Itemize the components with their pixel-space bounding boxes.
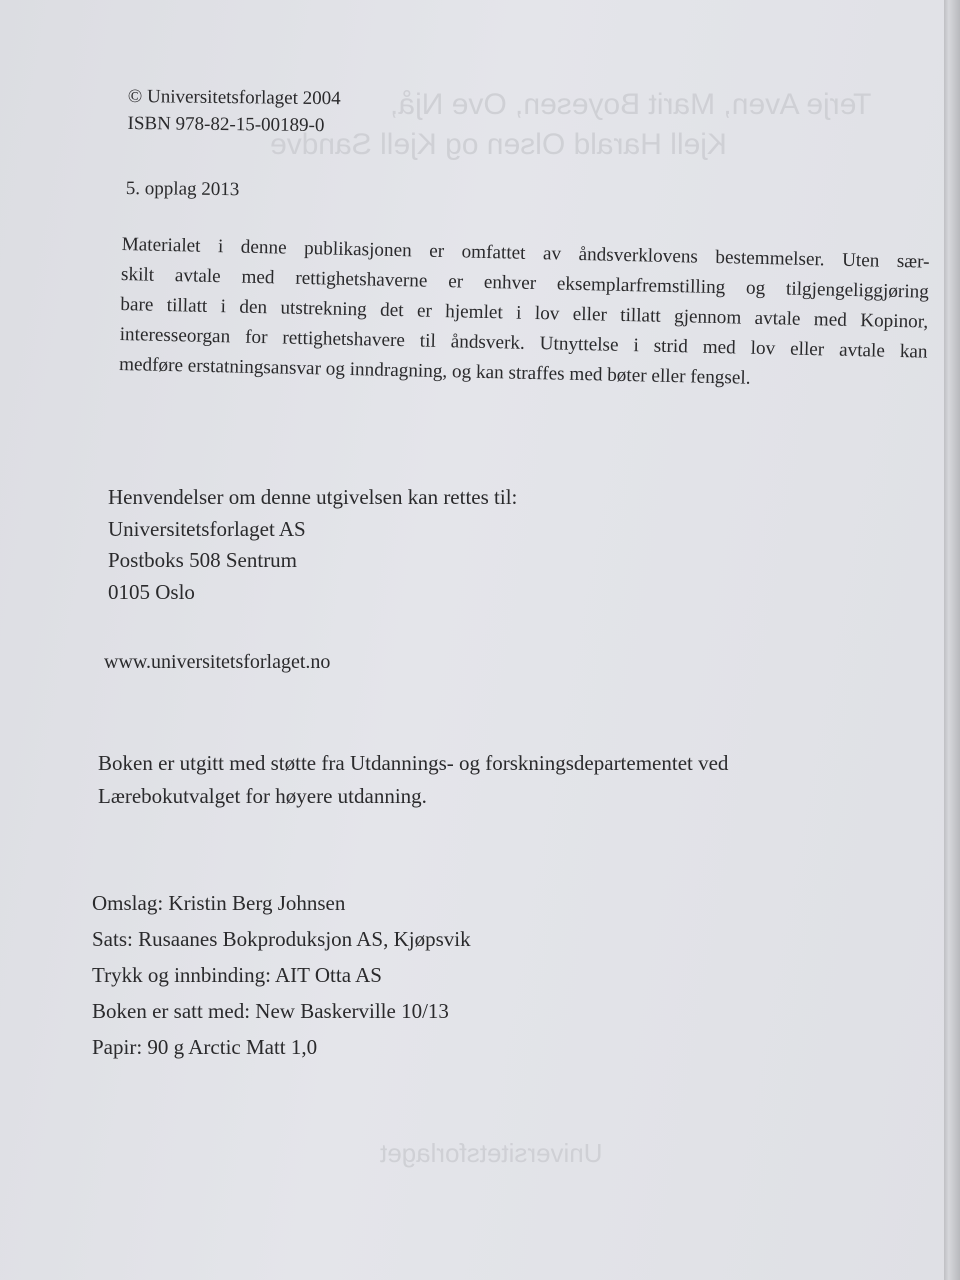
- isbn: ISBN 978-82-15-00189-0: [127, 112, 325, 137]
- postal-address: Postboks 508 Sentrum: [108, 548, 298, 572]
- publisher-name: Universitetsforlaget AS: [108, 516, 306, 541]
- legal-line: skilt avtale med rettighetshaverne er enhver eksemplarfremstilling og tilgjengeliggjøring: [120, 263, 930, 303]
- show-through-authors-line2: Kjell Harald Olsen og Kjell Sandve: [270, 128, 727, 161]
- font-credit: Boken er satt med: New Baskerville 10/13: [92, 999, 449, 1023]
- legal-line: bare tillatt i den utstrekning det er hjemlet i lov eller tillatt gjennom avtale med Kopinor,: [120, 293, 929, 333]
- edition-line: 5. opplag 2013: [125, 177, 240, 201]
- typesetting-credit: Sats: Rusaanes Bokproduksjon AS, Kjøpsvik: [92, 927, 471, 951]
- copyright-notice: © Universitetsforlaget 2004: [127, 85, 341, 110]
- production-credits: [92, 885, 471, 1065]
- show-through-authors-line1: Terje Aven, Marit Boyesen, Ove Njå,: [390, 88, 872, 121]
- show-through-publisher: Universitetsforlaget: [380, 1138, 603, 1168]
- postal-code-city: 0105 Oslo: [108, 579, 195, 604]
- support-line: Boken er utgitt med støtte fra Utdannings- og forskningsdepartementet ved: [98, 751, 729, 775]
- legal-line: medføre erstatningsansvar og inndragning, og kan straffes med bøter eller fengsel.: [118, 353, 751, 389]
- legal-notice: [119, 230, 930, 398]
- edition-info: [126, 175, 240, 203]
- legal-line: Materialet i denne publikasjonen er omfattet av åndsverklovens bestemmelser. Uten sær-: [121, 233, 930, 273]
- printing-credit: Trykk og innbinding: AIT Otta AS: [92, 963, 382, 987]
- website-url: www.universitetsforlaget.no: [104, 651, 331, 673]
- legal-line: interesseorgan for rettighetshavere til åndsverk. Utnyttelse i strid med lov eller avtale kan: [119, 323, 928, 363]
- cover-credit: Omslag: Kristin Berg Johnsen: [92, 891, 346, 915]
- website-block: [104, 648, 330, 676]
- copyright-block: [127, 83, 340, 139]
- paper-credit: Papir: 90 g Arctic Matt 1,0: [92, 1035, 318, 1059]
- contact-intro: Henvendelser om denne utgivelsen kan rettes til:: [108, 485, 518, 509]
- support-notice: [98, 747, 728, 813]
- page-edge: [944, 0, 960, 1280]
- contact-block: [108, 482, 517, 608]
- support-line: Lærebokutvalget for høyere utdanning.: [98, 784, 427, 808]
